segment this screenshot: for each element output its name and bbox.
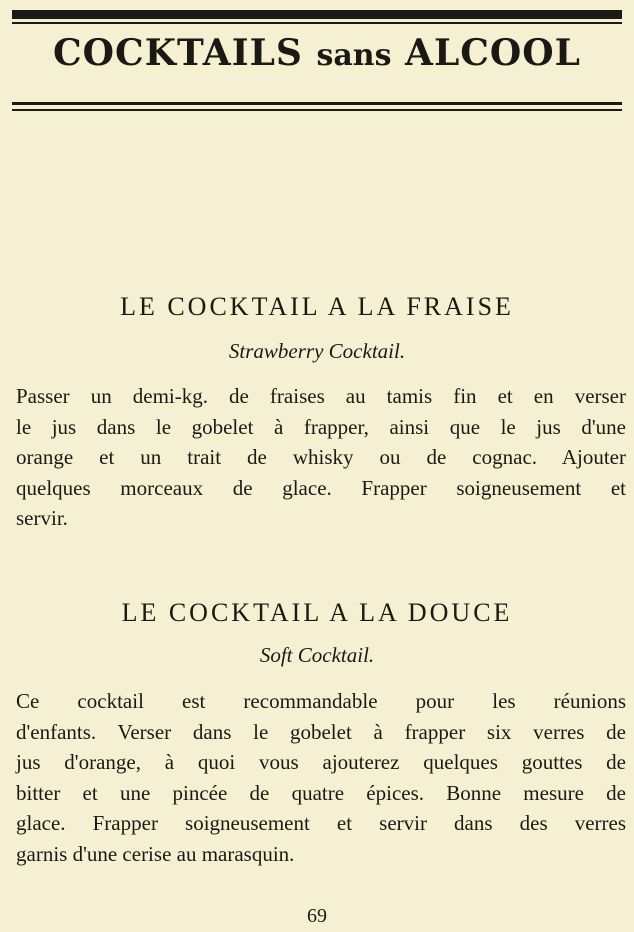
recipe-body bbox=[16, 381, 626, 534]
page-number: 69 bbox=[307, 905, 327, 927]
page-title-sans: sans bbox=[316, 38, 392, 73]
recipe-line: Passer un demi-kg. de fraises au tamis fin et en verser bbox=[16, 384, 626, 408]
page-title-cocktails: COCKTAILS bbox=[53, 32, 303, 74]
page-title-alcool: ALCOOL bbox=[405, 32, 581, 74]
recipe-line: orange et un trait de whisky ou de cognac. Ajouter bbox=[16, 445, 626, 469]
bottom-thin-rule bbox=[12, 109, 622, 111]
recipe-line: garnis d'une cerise au marasquin. bbox=[16, 841, 295, 866]
recipe-body bbox=[16, 686, 626, 869]
recipe-subtitle: Soft Cocktail. bbox=[259, 643, 375, 667]
recipe-line: jus d'orange, à quoi vous ajouterez quelques gouttes de bbox=[16, 750, 626, 774]
page-title bbox=[0, 32, 634, 74]
top-thin-rule bbox=[12, 22, 622, 24]
recipe-line: servir. bbox=[16, 506, 68, 530]
top-thick-rule bbox=[12, 10, 622, 19]
bottom-thick-rule bbox=[12, 102, 622, 105]
recipe-line: bitter et une pincée de quatre épices. Bonne mesure de bbox=[16, 780, 626, 805]
recipe-line: le jus dans le gobelet à frapper, ainsi que le jus d'une bbox=[16, 414, 626, 439]
recipe-line: d'enfants. Verser dans le gobelet à frapper six verres de bbox=[16, 719, 626, 744]
recipe-line: quelques morceaux de glace. Frapper soigneusement et bbox=[16, 475, 626, 500]
recipe-subtitle: Strawberry Cocktail. bbox=[228, 339, 406, 363]
recipe-title: LE COCKTAIL A LA DOUCE bbox=[121, 598, 513, 627]
recipe-line: glace. Frapper soigneusement et servir dans des verres bbox=[16, 811, 626, 835]
recipe-title: LE COCKTAIL A LA FRAISE bbox=[120, 292, 514, 321]
recipe-line: Ce cocktail est recommandable pour les réunions bbox=[16, 689, 626, 713]
